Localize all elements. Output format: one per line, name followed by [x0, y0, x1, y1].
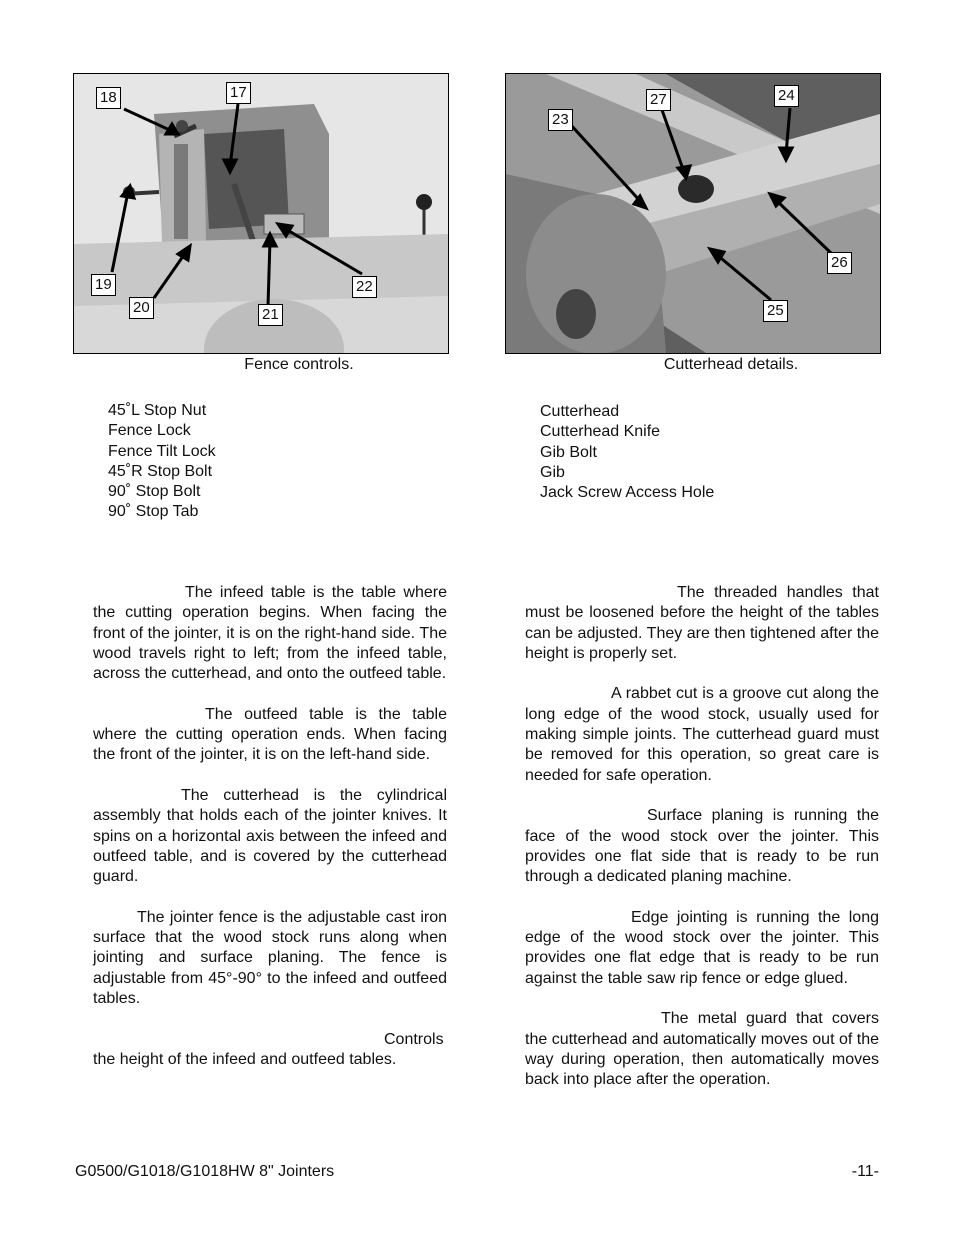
paragraph: Controls the height of the infeed and outfeed tables. — [93, 1030, 444, 1068]
legend-item: 90˚ Stop Tab — [108, 503, 199, 521]
callout-27: 27 — [646, 89, 671, 111]
right-text-column — [525, 583, 879, 1111]
fence-controls-caption: Fence controls. — [244, 356, 354, 373]
legend-item: Cutterhead Knife — [540, 423, 661, 441]
paragraph: Edge jointing is running the long edge of the wood stock over the jointer. This provides one flat edge that is ready to be run against the table saw rip fence or edge glued. — [525, 908, 879, 987]
page-number: -11- — [851, 1163, 879, 1180]
legend-item: Jack Screw Access Hole — [540, 484, 715, 502]
paragraph: A rabbet cut is a groove cut along the long edge of the wood stock, usually used for making simple joints. The cutterhead guard must be removed for this operation, so great care is needed for safe operation. — [525, 685, 879, 784]
fence-controls-figure — [73, 73, 449, 354]
left-text-column — [93, 583, 447, 1090]
paragraph: The jointer fence is the adjustable cast iron surface that the wood stock runs along when jointing and surface planing. The fence is adjustable from 45°-90° to the infeed and outfeed tables. — [93, 908, 447, 1007]
legend-item: Fence Tilt Lock — [108, 442, 216, 460]
callout-19: 19 — [91, 274, 116, 296]
callout-17: 17 — [226, 82, 251, 104]
legend-item: Gib Bolt — [540, 443, 597, 461]
callout-24: 24 — [774, 85, 799, 107]
legend-item: 45˚R Stop Bolt — [108, 462, 213, 480]
callout-20: 20 — [129, 297, 154, 319]
paragraph: The metal guard that covers the cutterhead and automatically moves out of the way during operation, then automatically moves back into place after the operation. — [525, 1010, 879, 1089]
callout-25: 25 — [763, 300, 788, 322]
paragraph: Surface planing is running the face of the wood stock over the jointer. This provides one flat side that is ready to be run through a dedicated planing machine. — [525, 807, 879, 886]
paragraph: The threaded handles that must be loosened before the height of the tables can be adjusted. They are then tightened after the height is properly set. — [525, 584, 879, 662]
legend-item: Cutterhead — [540, 403, 620, 420]
legend-item: Fence Lock — [108, 422, 191, 440]
legend-item: 45˚L Stop Nut — [108, 402, 207, 419]
callout-22: 22 — [352, 276, 377, 298]
callout-21: 21 — [258, 304, 283, 326]
fence-controls-legend — [108, 401, 216, 523]
paragraph: The outfeed table is the table where the cutting operation ends. When facing the front of the jointer, it is on the left-hand side. — [93, 705, 447, 764]
paragraph: The cutterhead is the cylindrical assembly that holds each of the jointer knives. It spins on a horizontal axis between the infeed and outfeed table, and is covered by the cutterhead guard. — [93, 786, 447, 886]
cutterhead-legend — [540, 402, 714, 503]
legend-item: Gib — [540, 463, 565, 481]
callout-23: 23 — [548, 109, 573, 131]
callout-18: 18 — [96, 87, 121, 109]
cutterhead-details-figure — [505, 73, 881, 354]
paragraph: The infeed table is the table where the cutting operation begins. When facing the front of the jointer, it is on the right-hand side. The wood travels right to left; from the infeed table, across the cutterhead, and onto the outfeed table. — [93, 584, 447, 683]
footer-model: G0500/G1018/G1018HW 8" Jointers — [75, 1163, 335, 1180]
callout-26: 26 — [827, 252, 852, 274]
legend-item: 90˚ Stop Bolt — [108, 483, 201, 501]
cutterhead-details-caption: Cutterhead details. — [663, 356, 799, 373]
